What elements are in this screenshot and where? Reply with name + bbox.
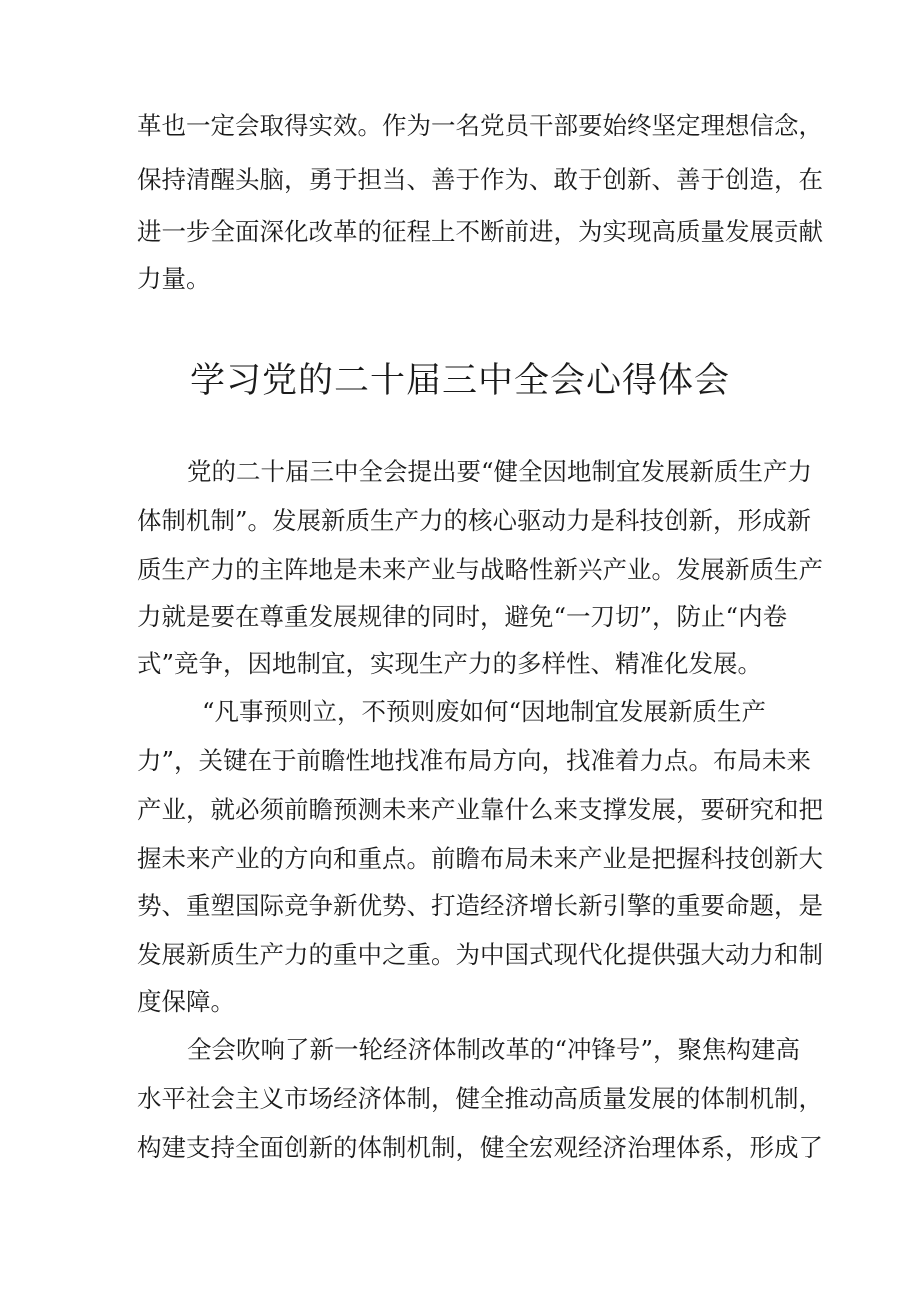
para1-line-2: 体制机制”。发展新质生产力的核心驱动力是科技创新，形成新 <box>137 506 812 535</box>
para3-line-3: 构建支持全面创新的体制机制，健全宏观经济治理体系，形成了 <box>137 1133 823 1162</box>
para3-line-1: 全会吹响了新一轮经济体制改革的“冲锋号”，聚焦构建高 <box>187 1035 801 1064</box>
para2-line-2: 力”，关键在于前瞻性地找准布局方向，找准着力点。布局未来 <box>137 746 812 775</box>
intro-line-2: 保持清醒头脑，勇于担当、善于作为、敢于创新、善于创造，在 <box>137 165 823 194</box>
intro-line-1: 革也一定会取得实效。作为一名党员干部要始终坚定理想信念， <box>137 111 823 140</box>
para2-line-1: “凡事预则立，不预则废如何“因地制宜发展新质生产 <box>202 697 767 726</box>
document-title: 学习党的二十届三中全会心得体会 <box>189 361 730 401</box>
para3-line-2: 水平社会主义市场经济体制，健全推动高质量发展的体制机制， <box>137 1084 823 1113</box>
para1-line-5: 式”竞争，因地制宜，实现生产力的多样性、精准化发展。 <box>137 649 763 678</box>
para2-line-7: 度保障。 <box>137 987 235 1016</box>
para2-line-6: 发展新质生产力的重中之重。为中国式现代化提供强大动力和制 <box>137 940 823 969</box>
para1-line-3: 质生产力的主阵地是未来产业与战略性新兴产业。发展新质生产 <box>137 555 823 584</box>
para2-line-5: 势、重塑国际竞争新优势、打造经济增长新引擎的重要命题，是 <box>137 891 823 920</box>
intro-line-3: 进一步全面深化改革的征程上不断前进，为实现高质量发展贡献 <box>137 217 823 246</box>
para2-line-4: 握未来产业的方向和重点。前瞻布局未来产业是把握科技创新大 <box>137 844 823 873</box>
para2-line-3: 产业，就必须前瞻预测未来产业靠什么来支撑发展，要研究和把 <box>137 795 823 824</box>
para1-line-4: 力就是要在尊重发展规律的同时，避免“一刀切”，防止“内卷 <box>137 602 788 631</box>
para1-line-1: 党的二十届三中全会提出要“健全因地制宜发展新质生产力 <box>187 457 813 486</box>
intro-line-4: 力量。 <box>137 264 211 293</box>
